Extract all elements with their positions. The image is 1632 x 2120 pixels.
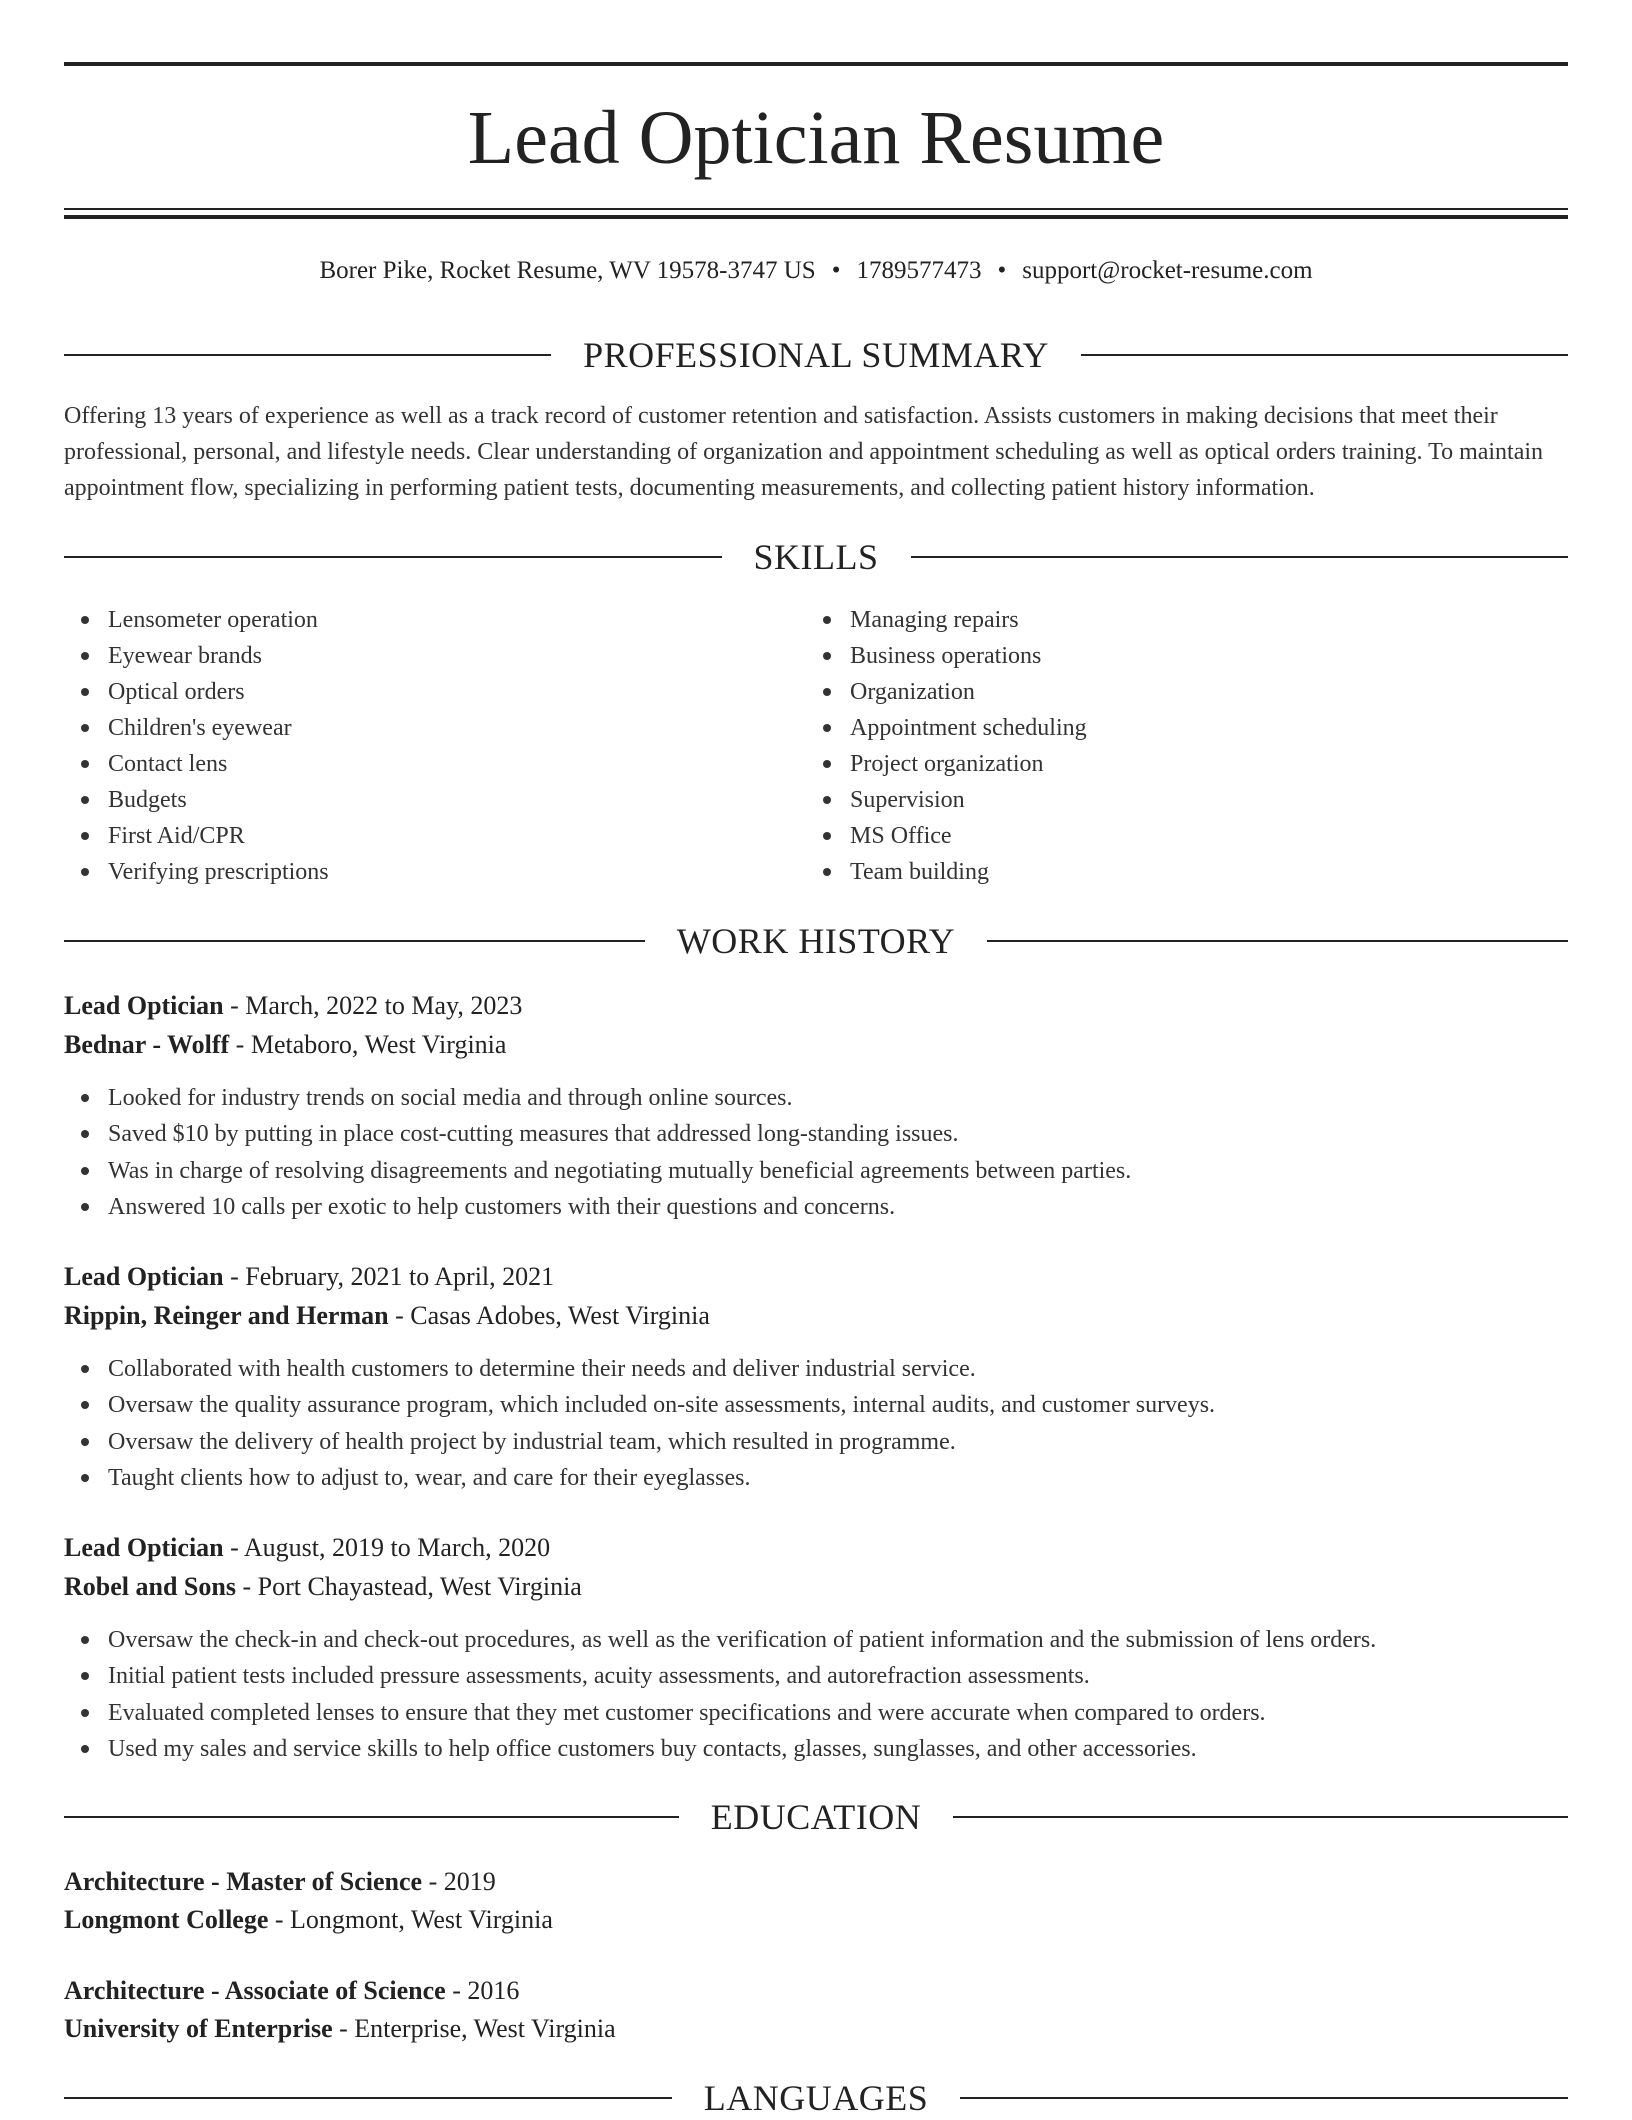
heading-rule-left — [64, 940, 645, 942]
skills-heading: SKILLS — [753, 537, 879, 577]
languages-heading: LANGUAGES — [703, 2078, 929, 2118]
heading-rule-right — [911, 556, 1569, 558]
header-rule-upper — [64, 208, 1568, 210]
education-year: - 2016 — [445, 1976, 520, 2005]
education-year: - 2019 — [422, 1867, 496, 1896]
education-degree: Architecture - Master of Science — [64, 1867, 423, 1896]
heading-rule-right — [987, 940, 1568, 942]
job-bullet: Oversaw the delivery of health project by industrial team, which resulted in programme. — [64, 1424, 1568, 1460]
job-location: - Casas Adobes, West Virginia — [388, 1301, 710, 1330]
summary-text: Offering 13 years of experience as well as a track record of customer retention and satisfaction. Assists customers in making decisions that meet their professional, personal, and lifestyle needs. Clear understanding of organization and appointment scheduling as well as optical orders training. To maintain appointment flow, specializing in performing patient tests, documenting measurements, and collecting patient history information. — [64, 403, 1544, 501]
job-dates: - August, 2019 to March, 2020 — [223, 1533, 551, 1562]
heading-rule-right — [953, 1816, 1568, 1818]
job-title-line — [64, 987, 1568, 1025]
job-title: Lead Optician — [64, 1262, 224, 1291]
job-company-line — [64, 1568, 1568, 1606]
contact-separator: • — [997, 257, 1007, 284]
skill-item: Organization — [806, 674, 1506, 710]
job-title-line — [64, 1258, 1568, 1296]
job-location: - Metaboro, West Virginia — [229, 1030, 507, 1059]
work-heading-row — [64, 919, 1568, 963]
heading-rule-left — [64, 1816, 679, 1818]
job-title-line — [64, 1529, 1568, 1567]
job-bullet-list — [64, 1080, 1568, 1225]
skill-item: Managing repairs — [806, 602, 1506, 638]
job-bullet: Looked for industry trends on social media and through online sources. — [64, 1080, 1568, 1116]
skill-item: Lensometer operation — [64, 602, 764, 638]
skill-item: Contact lens — [64, 746, 764, 782]
contact-phone: 1789577473 — [856, 257, 982, 284]
education-school-line — [64, 1901, 1568, 1939]
summary-heading: PROFESSIONAL SUMMARY — [583, 335, 1049, 375]
job-bullet: Oversaw the quality assurance program, which included on-site assessments, internal audits, and customer surveys. — [64, 1387, 1568, 1423]
header-top-rule — [64, 62, 1568, 66]
education-degree-line — [64, 1972, 1568, 2010]
summary-heading-row — [64, 333, 1568, 377]
job-title: Lead Optician — [64, 991, 224, 1020]
education-school: University of Enterprise — [64, 2014, 333, 2043]
job-company: Rippin, Reinger and Herman — [64, 1301, 389, 1330]
languages-heading-row — [64, 2076, 1568, 2120]
skill-item: Appointment scheduling — [806, 710, 1506, 746]
education-location: - Enterprise, West Virginia — [332, 2014, 616, 2043]
skill-item: Business operations — [806, 638, 1506, 674]
skill-item: Verifying prescriptions — [64, 854, 764, 890]
job-bullet: Was in charge of resolving disagreements and negotiating mutually beneficial agreements between parties. — [64, 1153, 1568, 1189]
heading-rule-left — [64, 354, 551, 356]
skill-item: Project organization — [806, 746, 1506, 782]
job-company-line — [64, 1026, 1568, 1064]
contact-line — [64, 254, 1568, 288]
job-bullet: Used my sales and service skills to help office customers buy contacts, glasses, sunglasses, and other accessories. — [64, 1731, 1568, 1767]
skill-item: Optical orders — [64, 674, 764, 710]
skills-list-left — [64, 602, 764, 890]
heading-rule-left — [64, 2097, 672, 2099]
skills-list-right — [806, 602, 1506, 890]
job-location: - Port Chayastead, West Virginia — [235, 1572, 582, 1601]
header-rule-lower — [64, 215, 1568, 219]
job-company: Bednar - Wolff — [64, 1030, 230, 1059]
job-bullet: Answered 10 calls per exotic to help customers with their questions and concerns. — [64, 1189, 1568, 1225]
skill-item: First Aid/CPR — [64, 818, 764, 854]
heading-rule-left — [64, 556, 722, 558]
job-bullet-list — [64, 1622, 1568, 1767]
education-school: Longmont College — [64, 1905, 269, 1934]
education-heading-row — [64, 1795, 1568, 1839]
contact-email: support@rocket-resume.com — [1022, 257, 1313, 284]
job-bullet: Initial patient tests included pressure assessments, acuity assessments, and autorefraction assessments. — [64, 1658, 1568, 1694]
contact-separator: • — [831, 257, 841, 284]
job-bullet: Taught clients how to adjust to, wear, and care for their eyeglasses. — [64, 1460, 1568, 1496]
job-bullet: Collaborated with health customers to determine their needs and deliver industrial service. — [64, 1351, 1568, 1387]
skill-item: MS Office — [806, 818, 1506, 854]
heading-rule-right — [960, 2097, 1568, 2099]
work-heading: WORK HISTORY — [676, 921, 956, 961]
skill-item: Children's eyewear — [64, 710, 764, 746]
job-bullet: Evaluated completed lenses to ensure that they met customer specifications and were accurate when compared to orders. — [64, 1695, 1568, 1731]
job-bullet: Oversaw the check-in and check-out procedures, as well as the verification of patient information and the submission of lens orders. — [64, 1622, 1568, 1658]
education-degree: Architecture - Associate of Science — [64, 1976, 446, 2005]
skills-heading-row — [64, 535, 1568, 579]
job-dates: - March, 2022 to May, 2023 — [223, 991, 523, 1020]
skill-item: Budgets — [64, 782, 764, 818]
education-school-line — [64, 2010, 1568, 2048]
education-heading: EDUCATION — [710, 1797, 922, 1837]
skill-item: Team building — [806, 854, 1506, 890]
heading-rule-right — [1081, 354, 1568, 356]
job-bullet-list — [64, 1351, 1568, 1496]
job-bullet: Saved $10 by putting in place cost-cutting measures that addressed long-standing issues. — [64, 1116, 1568, 1152]
resume-title: Lead Optician Resume — [467, 96, 1165, 180]
job-title: Lead Optician — [64, 1533, 224, 1562]
skill-item: Supervision — [806, 782, 1506, 818]
education-degree-line — [64, 1863, 1568, 1901]
skill-item: Eyewear brands — [64, 638, 764, 674]
job-company: Robel and Sons — [64, 1572, 236, 1601]
job-dates: - February, 2021 to April, 2021 — [223, 1262, 555, 1291]
education-location: - Longmont, West Virginia — [268, 1905, 553, 1934]
contact-address: Borer Pike, Rocket Resume, WV 19578-3747 US — [319, 257, 816, 284]
job-company-line — [64, 1297, 1568, 1335]
